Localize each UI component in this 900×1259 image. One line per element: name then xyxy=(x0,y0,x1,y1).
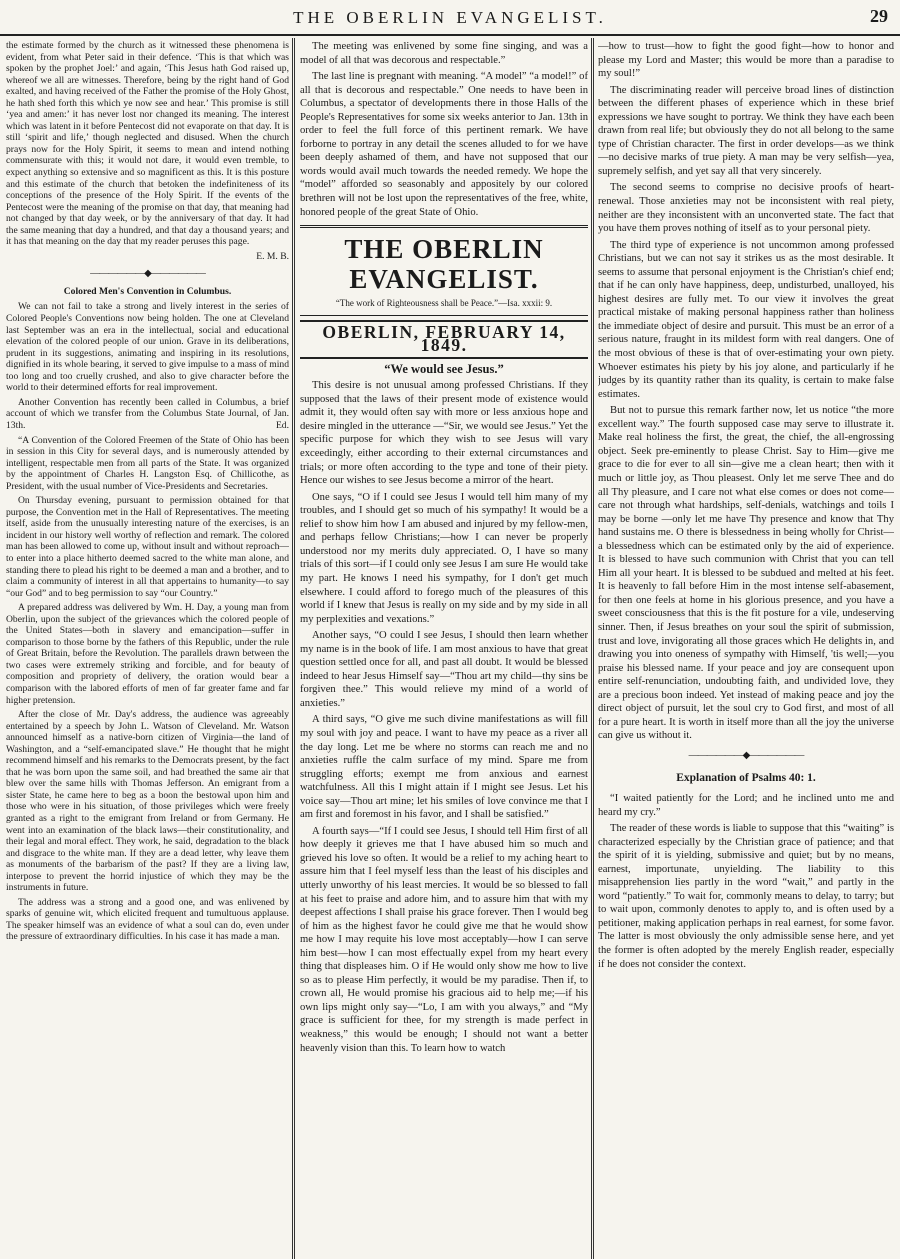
page-number: 29 xyxy=(870,6,888,26)
paragraph: One says, “O if I could see Jesus I would tell him many of my troubles, and I should get so much of his sympathy! It would be a relief to show him how I am abused and injured by my fellow-men, and perhaps fellow Christians;—how I can never be properly understood nor my merits duly appreciated. O, I have so many trials of this sort—if I could only see Jesus I am sure He would take my part. He knows I need his sympathy, for I don't get much elsewhere. I could afford to forego much of the pleasures of this world if I knew that Jesus is really on my side and by my side in all my perplexities and vexations.” xyxy=(300,491,588,625)
paragraph: The second seems to comprise no decisive proofs of heart-renewal. Those anxieties may not be inconsistent with real piety, neither are they inconsistent with an unconverted state. The fact that you have them proves nothing of itself as to your personal piety. xyxy=(598,182,894,235)
divider-ornament: ——————◆—————— xyxy=(688,749,804,761)
dateline: OBERLIN, FEBRUARY 14, 1849. xyxy=(300,320,588,359)
column-2 xyxy=(300,40,588,1259)
masthead-title: THE OBERLIN EVANGELIST. xyxy=(344,234,544,295)
paragraph: But not to pursue this remark farther now, let us notice “the more excellent way.” The fourth supposed case may serve to illustrate it. Make real holiness the first, the great, the chief, the all-engrossing object. Seek pre-eminently to please Christ. Say to Him—give me grace to die for ever to all sin—give me a clean heart; then with it much or little joy, as Thou pleasest. Only let me serve Thee and do all Thy pleasure, and I care not what else comes or does not come—care not through what hardships, self-denials, watchings and toils I may be borne —only let me have Thy presence and know that Thy hand sustains me. O there is blessedness in being wholly for Christ—a blessedness which can be estimated only by the aid of experience. It is blessed to have such communion with Christ that you can tell Him all your heart. It is blessed to be subdued and melted at his feet. It is heavenly to fall before Him in the most intense self-abasement, for then one feels at home in his glorious presence, and you have a sweet consciousness that this is the fit posture for a vile, undeserving sinner. Then, if Jesus breathes on your soul the spirit of submission, trust and love, invigorating all those graces which He delights in, and drawing you into oneness of sympathy with Himself, 'tis well;—you praise his blessed name. If your peace and joy are consequent upon entire self-renunciation, undoubting faith, and undivided love, they are a precious boon indeed. Yet instead of making peace and joy the direct object of pursuit, let the soul cry to God first, and most of all for a pure heart. It is worth in itself more than all the joy the universe can give us without it. xyxy=(598,405,894,742)
masthead xyxy=(300,225,588,316)
paragraph: This desire is not unusual among professed Christians. If they supposed that the laws of their present mode of existence would admit it, they would often say with more or less anxious hope and desire mingled in the utterance —“Sir, we would see Jesus.” Yet the specific purpose for which they wish to see Jesus will vary exceedingly, either according to their external circumstances and trials; or more often according to the type and tone of their piety. Hence our wishes to see Jesus become a mirror of the heart. xyxy=(300,380,588,487)
paragraph: “I waited patiently for the Lord; and he inclined unto me and heard my cry.” xyxy=(598,792,894,818)
column-3 xyxy=(598,40,894,1259)
paragraph: The meeting was enlivened by some fine singing, and was a model of all that was decorous and respectable.” xyxy=(300,41,588,66)
paragraph: After the close of Mr. Day's address, the audience was agreeably entertained by a speech by John L. Watson of Cleveland. Mr. Watson announced himself as a native-born citizen of Virginia—the land of Washington, and a “self-emancipated slave.” He thought that he might recommend himself and his remarks to the Democrats present, by the fact that he was born upon the same soil, and had breathed the same air that blew over the same hills with Thomas Jefferson. An emigrant from a sister State, he came here to beg as a boon the bestowal upon him and those who were in his situation, of those privileges which were freely granted as a right to the emigrant from Ireland or from Germany. He went into an examination of the black laws—their constitutionality, and their legal and moral effect. They work, he said, degradation to the black and disgrace to the white man. If they are a dead letter, why leave them as monuments of the barbarism of the past? If they are a living law, interpose to prevent the horrid injustice of which they may be the instruments in future. xyxy=(6,709,289,894)
article-title: “We would see Jesus.” xyxy=(384,361,504,376)
page-header xyxy=(0,0,900,36)
paragraph xyxy=(6,397,289,432)
column-rule xyxy=(591,38,594,1259)
paragraph: The reader of these words is liable to suppose that this “waiting” is characterized especially by the Christian grace of patience; and that the spirit of it is yielding, submissive and quiet; but by no means, earnest, importunate, unyielding. The liability to this misapprehension lies partly in the word “wait,” and partly in the word “patiently.” To wait for, commonly means to delay, to tarry; but to wait upon, commonly denotes to apply to, and is often used by a petitioner, making application perhaps in real earnest, for some favor. The latter is most obviously the only admissible sense here, and yet the former is often adopted by the merely English reader, especially if he does not consider the context. xyxy=(598,823,894,970)
paragraph: A third says, “O give me such divine manifestations as will fill my soul with joy and peace. I want to have my peace as a river all the day long. Let me be where no storms can reach me and no anxieties ruffle the calm surface of my mind. Spare me from struggling efforts; exempt me from anxious and earnest watchfulness. All this I might attain if I might see Jesus. Let his voice say—Thou art mine; let his smiles of love convince me that I am first and foremost in his favor, and I shall be satisfied.” xyxy=(300,714,588,821)
column-rule xyxy=(292,38,295,1259)
paragraph: the estimate formed by the church as it witnessed these phenomena is evident, from what Peter said in their defence. ‘This is that which was spoken by the prophet Joel:’ and again, ‘This Jesus hath God raised up, whereof we all are witnesses. Therefore, being by the right hand of God exalted, and having received of the Father the promise of the Holy Ghost, he hath shed forth this which ye now see and hear.’ This promise is still ‘yea and amen:’ it has never lost nor changed its meaning. The interest which was latent in it before Pentecost did not evaporate on that day. It is still ‘spirit and life,’ though neglected and disused. When the church prays now for the Holy Spirit, it seems to mean and intend nothing commensurate with this; it would not dare, it would even tremble, to expect anything so extensive and so magnificent as this. It is this posture and this estimate of the church that betoken the indefiniteness of its conceptions of the presence of the Holy Spirit. If the events of the Pentecost were the meaning of the promise on that day, that meaning had not changed by that day week, or by the anniversary of that day. It had the same meaning that day a hundred, and that day a thousand years; and it has that meaning on the day that my reader peruses this page. xyxy=(6,40,289,248)
section-title: Colored Men's Convention in Columbus. xyxy=(63,285,232,297)
section-title: Explanation of Psalms 40: 1. xyxy=(676,772,816,785)
paragraph: “A Convention of the Colored Freemen of the State of Ohio has been in session in this City for several days, and is numerously attended by intelligent, respectable men from all parts of the State. It was organized by the appointment of Charles H. Langston Esq. of Chillicothe, as President, with the usual number of Vice-Presidents and Secretaries. xyxy=(6,434,289,492)
paragraph: The discriminating reader will perceive broad lines of distinction between the different phases of experience which in these brief expressions we have sought to portray. We think they have each been drawn from real life; but obviously they do not all belong to the same type of Christian character. The first in order develops—as we think—no decisive marks of true piety. A man may be very selfish—yea, supremely selfish, and yet say all that very sincerely. xyxy=(598,84,894,177)
paragraph: The last line is pregnant with meaning. “A model” “a model!” of all that is decorous and respectable.” One needs to have been in Columbus, a spectator of developments there in those Halls of the People's Representatives for some six weeks anterior to Jan. 13th in order to feel the full force of this pertinent remark. We have forborne to portray in any detail the scenes alluded to for we have been deeply ashamed of them, and have not supposed that our words would avail much towards the needed remedy. We hope the “model” afforded so seasonably and appositely by our colored brethren will not be lost upon the representatives of the free, white, honored people of the great State of Ohio. xyxy=(300,71,588,218)
paragraph: The third type of experience is not uncommon among professed Christians, but we can not say it strikes us as the most desirable. It seems to assume that personal enjoyment is the Christian's chief end; that if he can only have happiness, deep, undisturbed, unalloyed, his highest desires are fully met. To our view it involves the great practical mistake of making personal happiness rather than holiness the immediate object of desire and pursuit. This must be an error of a serious nature, fraught in its mildest form with real dangers. One of the most obvious of these is that of over-estimating your own piety. Whoever estimates his piety by his joy alone, and particularly if he judges by its quantity rather than its quality, is certain to make false estimates. xyxy=(598,239,894,400)
paragraph: A fourth says—“If I could see Jesus, I should tell Him first of all how deeply it grieves me that I have abused him so much and grieved his love so often. It would be a relief to my aching heart to assure him that I feel myself less than the least of his disciples and utterly unworthy of his least mercies. It would be so blessed to fall at his feet to praise and adore him, and to assure him that with my deepest affections I shall praise his grace forever. Then I would beg of him as the highest favor he could give me that he would show me how I may requite his love most acceptably—how I can serve him best—how I can most effectually expel from my heart every thing that displeases him. O if He would only show me how to live so as to please Him perfectly, it would be my paradise. Then if, to crown all, He would promise his gracious aid to help me;—if his own lips might only say—“Lo, I am with you always,” and “My grace is sufficient for thee, for my strength is made perfect in weakness,” this would be enough; I should not want a better heavenly vision than this. To learn how to watch xyxy=(300,825,588,1054)
masthead-motto: “The work of Righteousness shall be Peace.”—Isa. xxxii: 9. xyxy=(335,298,553,309)
paragraph: A prepared address was delivered by Wm. H. Day, a young man from Oberlin, upon the subject of the grievances which the colored people of the United States—both in slavery and emancipation—suffer in comparison to those borne by the fathers of this Republic, under the rule of Great Britain, before the Revolution. The parallels drawn between the two cases were extremely striking and forcible, and for beauty of composition and propriety of delivery, the oration would bear a comparison with the labored efforts of men of far greater fame and far higher pretension. xyxy=(6,602,289,706)
running-title: THE OBERLIN EVANGELIST. xyxy=(293,8,607,27)
editor-mark: Ed. xyxy=(275,419,289,431)
paragraph: Another says, “O could I see Jesus, I should then learn whether my name is in the book of life. I am most anxious to have that great question settled once for all, and past all doubt. It would be blessed indeed to hear Jesus Himself say—“Thou art my child—thy sins be forgiven thee.” This would relieve my mind of a world of anxieties.” xyxy=(300,630,588,709)
divider-ornament: ——————◆—————— xyxy=(90,268,205,280)
paragraph: —how to trust—how to fight the good fight—how to honor and please my Lord and Master; this would be more than a paradise to my soul!” xyxy=(598,41,894,80)
paragraph: We can not fail to take a strong and lively interest in the series of Colored People's Conventions now being holden. The one at Cleveland last September was an era in the intellectual, social and educational elevation of the colored people of our union. Grave in its deliberations, prudent in its suggestions, animating and inspiring in its resolutions, dignified in its whole bearing, it served to give impulse to a mass of mind too long and too cruelly crushed, and also to give character before the world to their determined efforts for real improvement. xyxy=(6,301,289,394)
paragraph: The address was a strong and a good one, and was enlivened by sparks of genuine wit, which elicited frequent and tumultuous applause. The speaker himself was an evidence of what a soul can do, even under the pressure of extraordinary difficulties. In his case it has made a man. xyxy=(6,896,289,943)
paragraph-text: Another Convention has recently been called in Columbus, a brief account of which we transfer from the Columbus State Journal, of Jan. 13th. xyxy=(6,396,289,431)
signature: E. M. B. xyxy=(256,250,289,262)
column-1 xyxy=(6,40,289,1259)
paragraph: On Thursday evening, pursuant to permission obtained for that purpose, the Convention met in the Hall of Representatives. The meeting itself, aside from the unusually interesting nature of the exercises, is an incident in our history well worthy of reflection and remark. The colored man has been allowed to come up, without insult and without reproach—to enter into a place hitherto deemed sacred to the white man alone, and standing there to plead his right to be deemed a man and a brother, and to claim a community of interest in all that appertains to humanity—to say “our God” and to beg permission to say “our Country.” xyxy=(6,495,289,599)
